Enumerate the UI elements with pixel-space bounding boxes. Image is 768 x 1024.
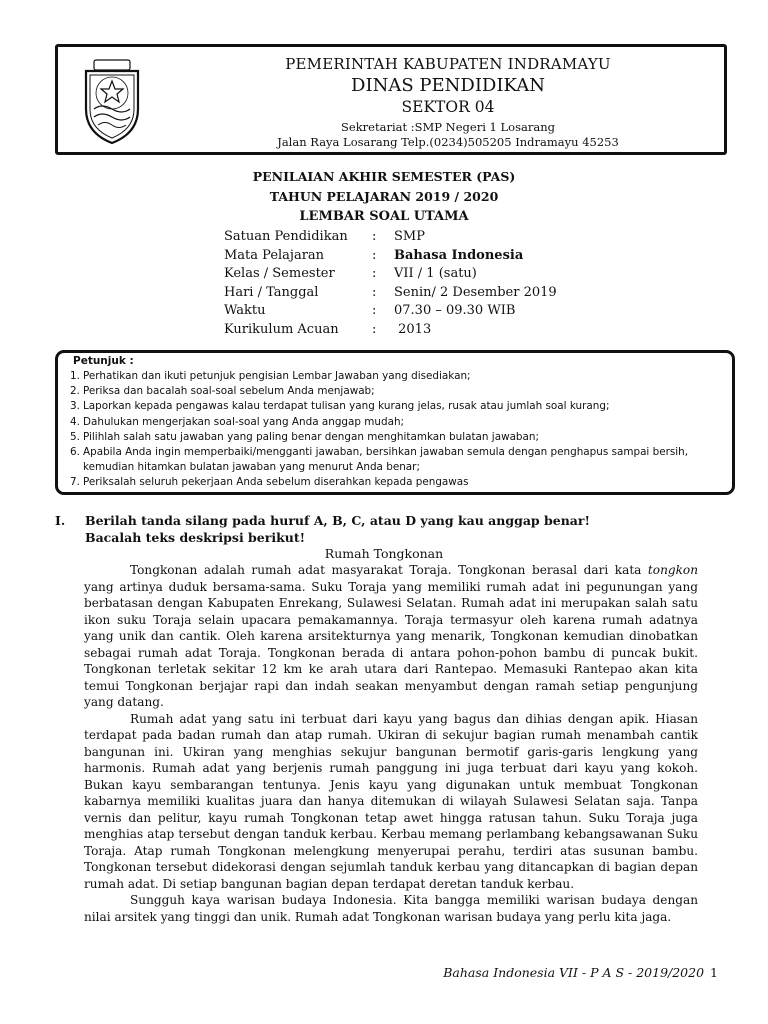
paragraph: Tongkonan adalah rumah adat masyarakat Toraja. Tongkonan berasal dari kata tongkon yang artinya duduk bersama-sama. Suku Toraja yang memiliki rumah adat ini pegunungan yang berbatasan dengan Kabupaten Enrekang, Sulawesi Selatan. Rumah adat ini merupakan salah satu ikon suku Toraja selain upacara pemakamannya. Toraja termasyur oleh karena rumah adatnya yang unik dan cantik. Oleh karena arsitekturnya yang menarik, Tongkonan kemudian dinobatkan sebagai rumah adat Toraja. Tongkonan berada di antara pohon-pohon bambu di puncak bukit. Tongkonan terletak sekitar 12 km ke arah utara dari Rantepao. Memasuki Rantepao akan kita temui Tongkonan berjajar rapi dan indah seakan menyambut dengan ramah setiap pengunjung yang datang.	[84, 563, 698, 709]
page-footer	[443, 965, 718, 980]
info-row: Satuan Pendidikan : SMP	[224, 228, 614, 247]
exam-title: PENILAIAN AKHIR SEMESTER (PAS)	[252, 169, 516, 184]
info-label: Satuan Pendidikan	[224, 229, 348, 244]
info-row: Kurikulum Acuan : 2013	[224, 321, 614, 340]
paragraph: Rumah adat yang satu ini terbuat dari kayu yang bagus dan dihias dengan apik. Hiasan terdapat pada badan rumah dan atap rumah. Ukiran di sekujur bagian rumah menambah cantik bangunan ini. Ukiran yang menghias sekujur bangunan bermotif garis-garis lengkung yang harmonis. Rumah adat yang berjenis rumah panggung ini juga terbuat dari kayu yang kokoh. Bukan kayu sembarangan tentunya. Jenis kayu yang digunakan untuk membuat Tongkonan kabarnya memiliki kualitas juara dan hanya ditemukan di wilayah Sulawesi Selatan saja. Tanpa vernis dan pelitur, kayu rumah Tongkonan tetap awet hingga ratusan tahun. Suku Toraja juga menghias atap tersebut dengan tanduk kerbau. Kerbau memang perlambang kebangsawanan Suku Toraja. Atap rumah Tongkonan melengkung menyerupai perahu, terdiri atas susunan bambu. Tongkonan tersebut didekorasi dengan sejumlah tanduk kerbau yang ditancapkan di bagian depan rumah adat. Di setiap bangunan bagian depan terdapat deretan tanduk kerbau.	[84, 711, 698, 891]
instructions-title: Petunjuk :	[73, 355, 134, 367]
info-row: Hari / Tanggal : Senin/ 2 Desember 2019	[224, 284, 614, 303]
page-number: 1	[710, 965, 718, 980]
list-item: 7. Periksalah seluruh pekerjaan Anda sebelum diserahkan kepada pengawas	[70, 476, 469, 489]
academic-year: TAHUN PELAJARAN 2019 / 2020	[269, 189, 499, 204]
info-row: Waktu : 07.30 – 09.30 WIB	[224, 302, 614, 321]
info-label: Hari / Tanggal	[224, 284, 319, 300]
info-label: Kurikulum Acuan	[224, 321, 339, 337]
info-row: Kelas / Semester : VII / 1 (satu)	[224, 265, 614, 284]
agency-name: DINAS PENDIDIKAN	[351, 75, 545, 96]
info-label: Kelas / Semester	[224, 266, 335, 281]
regency-seal-icon	[80, 57, 144, 145]
info-value: 2013	[394, 321, 432, 337]
list-item: 6. Apabila Anda ingin memperbaiki/mengganti jawaban, bersihkan jawaban semula dengan penghapus sampai bersih, kemudian hitamkan bulatan jawaban yang menurut Anda benar;	[70, 446, 689, 474]
exam-info-table	[224, 228, 614, 339]
info-value: SMP	[394, 229, 425, 244]
reading-passage	[84, 562, 698, 925]
info-value: VII / 1 (satu)	[394, 266, 477, 281]
footer-text: Bahasa Indonesia VII - P A S - 2019/2020	[443, 965, 705, 980]
info-row: Mata Pelajaran : Bahasa Indonesia	[224, 247, 614, 266]
instructions-list	[70, 369, 720, 491]
section-number: I.	[55, 513, 66, 528]
info-label: Waktu	[224, 303, 266, 318]
exam-titles	[0, 167, 768, 227]
info-label: Mata Pelajaran	[224, 247, 325, 263]
list-item: 3. Laporkan kepada pengawas kalau terdapat tulisan yang kurang jelas, rusak atau jumlah soal kurang;	[70, 400, 610, 413]
letterhead-text	[178, 55, 718, 149]
info-value: Senin/ 2 Desember 2019	[394, 284, 557, 300]
reading-instruction: Bacalah teks deskripsi berikut!	[85, 530, 306, 545]
address-line: Jalan Raya Losarang Telp.(0234)505205 Indramayu 45253	[277, 135, 619, 149]
instructions-box	[55, 350, 735, 495]
list-item: 5. Pilihlah salah satu jawaban yang paling benar dengan menghitamkan bulatan jawaban;	[70, 430, 539, 443]
sheet-title: LEMBAR SOAL UTAMA	[299, 209, 469, 224]
secretariat-line: Sekretariat :SMP Negeri 1 Losarang	[341, 120, 555, 134]
reading-title: Rumah Tongkonan	[324, 546, 444, 561]
info-value: Bahasa Indonesia	[394, 247, 524, 263]
section-heading	[55, 512, 590, 546]
list-item: 4. Dahulukan mengerjakan soal-soal yang Anda anggap mudah;	[70, 415, 405, 428]
paragraph: Sungguh kaya warisan budaya Indonesia. Kita bangga memiliki warisan budaya dengan nilai arsitek yang tinggi dan unik. Rumah adat Tongkonan warisan budaya yang perlu kita jaga.	[84, 893, 698, 924]
list-item: 1. Perhatikan dan ikuti petunjuk pengisian Lembar Jawaban yang disediakan;	[70, 370, 471, 382]
section-instruction: Berilah tanda silang pada huruf A, B, C, atau D yang kau anggap benar!	[85, 513, 590, 528]
info-value: 07.30 – 09.30 WIB	[394, 303, 516, 318]
letterhead	[55, 44, 727, 155]
list-item: 2. Periksa dan bacalah soal-soal sebelum Anda menjawab;	[70, 385, 375, 398]
sector-name: SEKTOR 04	[401, 98, 495, 116]
government-name: PEMERINTAH KABUPATEN INDRAMAYU	[285, 55, 611, 73]
